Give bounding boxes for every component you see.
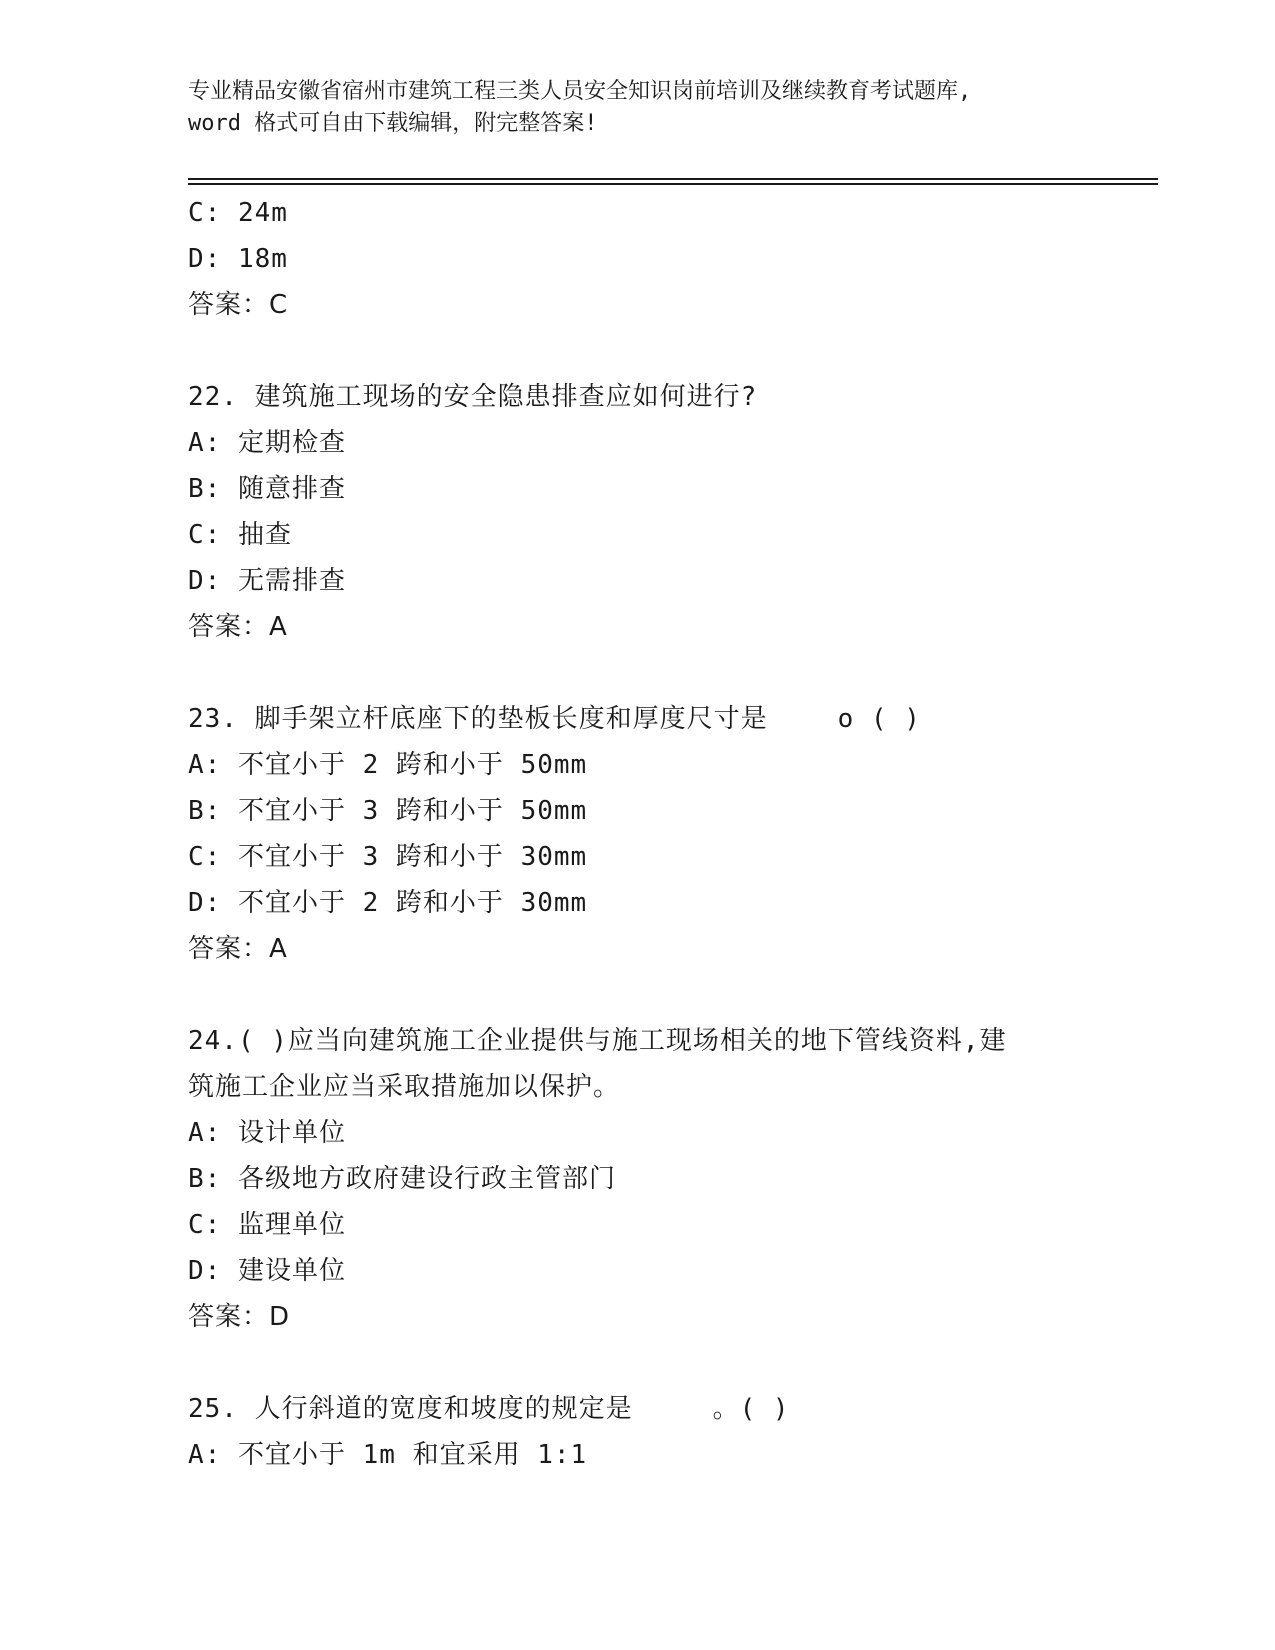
option-a: A: 不宜小于 2 跨和小于 50mm	[188, 750, 588, 780]
header-divider-bottom	[188, 183, 1158, 185]
spacer	[188, 1340, 1108, 1386]
option-c: C: 监理单位	[188, 1210, 346, 1240]
option-c: C: 抽查	[188, 520, 292, 550]
header-title-line-1: 专业精品安徽省宿州市建筑工程三类人员安全知识岗前培训及继续教育考试题库,	[188, 79, 972, 104]
question-text-after-blank: 。( )	[712, 1394, 790, 1424]
question-text: 22. 建筑施工现场的安全隐患排查应如何进行?	[188, 382, 758, 412]
question-text	[188, 1386, 1108, 1432]
question-text-line-2: 筑施工企业应当采取措施加以保护。	[188, 1072, 621, 1102]
option-a: A: 不宜小于 1m 和宜采用 1:1	[188, 1440, 588, 1470]
question-block-25	[188, 1386, 1108, 1478]
option-b: B: 随意排查	[188, 474, 346, 504]
option-d: D: 不宜小于 2 跨和小于 30mm	[188, 888, 588, 918]
option-a: A: 定期检查	[188, 428, 346, 458]
spacer	[188, 972, 1108, 1018]
answer-line: 答案：A	[188, 934, 288, 964]
option-d: D: 建设单位	[188, 1256, 346, 1286]
option-d: D: 无需排查	[188, 566, 346, 596]
question-text-after-blank: o ( )	[837, 704, 921, 734]
question-text	[188, 696, 1108, 742]
option-a: A: 设计单位	[188, 1118, 346, 1148]
document-header	[188, 76, 1088, 140]
question-list	[188, 190, 1108, 1478]
option-b: B: 各级地方政府建设行政主管部门	[188, 1164, 616, 1194]
answer-line: 答案：D	[188, 1302, 291, 1332]
question-text-line-1: 24.( )应当向建筑施工企业提供与施工现场相关的地下管线资料,建	[188, 1026, 1007, 1056]
question-text-before-blank: 23. 脚手架立杆底座下的垫板长度和厚度尺寸是	[188, 704, 768, 734]
header-divider-top	[188, 178, 1158, 180]
header-title-line-2: word 格式可自由下载编辑，附完整答案!	[188, 111, 598, 136]
option-b: B: 不宜小于 3 跨和小于 50mm	[188, 796, 588, 826]
option-c: C: 24m	[188, 198, 288, 228]
spacer	[188, 650, 1108, 696]
answer-line: 答案：A	[188, 612, 288, 642]
answer-line: 答案：C	[188, 290, 289, 320]
question-block-23	[188, 696, 1108, 972]
question-block-24	[188, 1018, 1108, 1340]
option-c: C: 不宜小于 3 跨和小于 30mm	[188, 842, 588, 872]
option-d: D: 18m	[188, 244, 288, 274]
question-text-before-blank: 25. 人行斜道的宽度和坡度的规定是	[188, 1394, 633, 1424]
question-block-22	[188, 374, 1108, 650]
question-block-21-tail	[188, 190, 1108, 328]
spacer	[188, 328, 1108, 374]
